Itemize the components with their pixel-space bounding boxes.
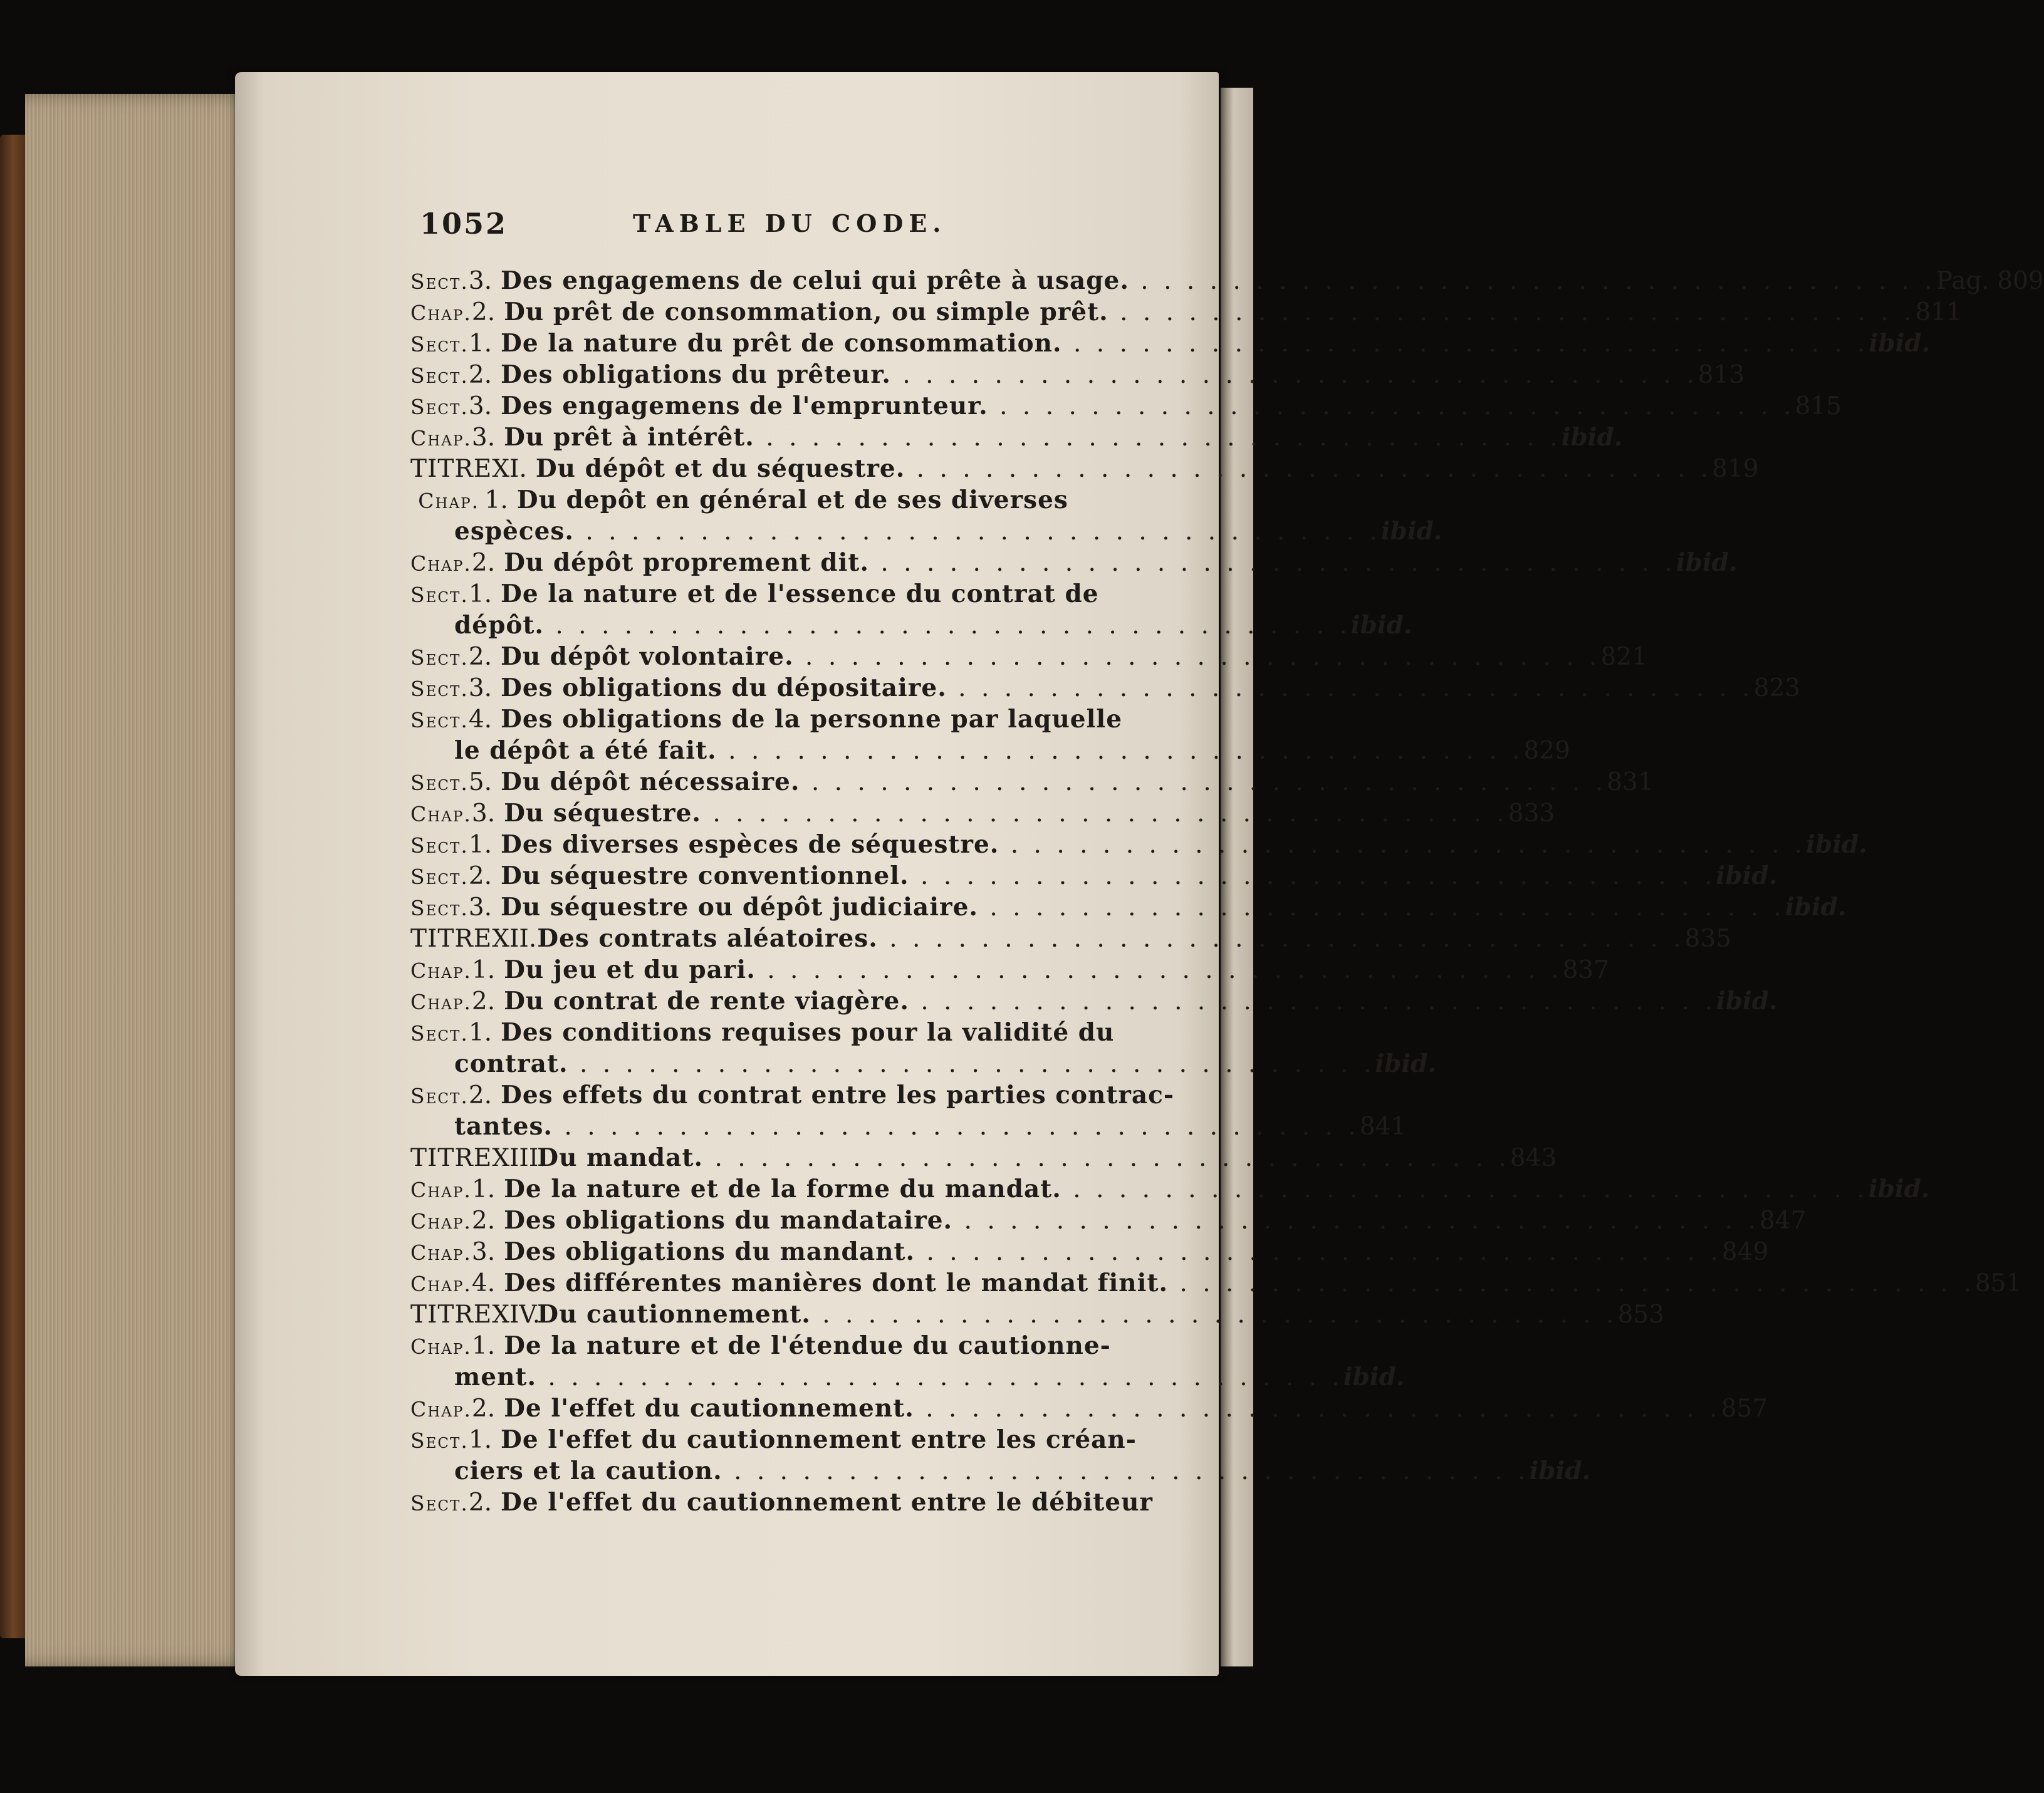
entry-page: 841 <box>1359 1113 1407 1141</box>
entry-text: Du séquestre. . . . <box>504 799 1508 828</box>
entry-page: 835 <box>1684 925 1732 953</box>
toc-entry <box>410 1143 1557 1175</box>
entry-number: 2. <box>471 298 496 326</box>
entry-number: 3. <box>468 392 493 420</box>
toc-entry <box>410 517 1442 548</box>
entry-number: 3. <box>471 424 496 452</box>
page-title: TABLE DU CODE. <box>633 209 947 237</box>
entry-label: Chap. <box>410 1397 472 1421</box>
entry-number: 3. <box>468 267 493 295</box>
entry-number: 1. <box>484 486 508 514</box>
entry-label: Sect. <box>410 332 469 356</box>
entry-number: 1. <box>468 1426 493 1454</box>
toc-entry <box>410 1175 1930 1206</box>
entry-text: Du contrat de rente viagère. . . . <box>504 987 1716 1016</box>
entry-number: XIV. <box>492 1301 541 1329</box>
toc-entry <box>410 673 1801 705</box>
page-block-edge <box>25 94 263 1666</box>
entry-label: Sect. <box>410 896 469 920</box>
entry-page: ibid. <box>1529 1457 1591 1485</box>
toc-entry <box>410 705 1137 736</box>
entry-page: 823 <box>1753 674 1801 702</box>
entry-page: ibid. <box>1375 1049 1437 1078</box>
toc-entry <box>410 861 1778 893</box>
entry-text: ciers et la caution. . . . <box>419 1457 1529 1485</box>
entry-label: Sect. <box>410 771 469 795</box>
entry-number: 2. <box>471 987 496 1016</box>
toc-entry <box>410 1049 1437 1081</box>
entry-text: Du séquestre conventionnel. . . . <box>501 861 1716 890</box>
entry-text: Du mandat. . . . <box>537 1143 1510 1172</box>
entry-text: contrat. . . . <box>419 1049 1375 1078</box>
entry-text: De la nature et de la forme du mandat. . . . <box>504 1175 1869 1203</box>
entry-label: Sect. <box>410 1084 469 1108</box>
entry-label: Chap. <box>410 1240 472 1265</box>
entry-page: 833 <box>1508 799 1555 828</box>
entry-number: 2. <box>468 361 493 389</box>
toc-entry <box>410 1488 1153 1519</box>
toc-entry <box>410 955 1610 987</box>
entry-page: ibid. <box>1716 987 1778 1016</box>
toc-entry <box>410 611 1412 642</box>
entry-label: Chap. <box>418 489 480 513</box>
entry-label: Chap. <box>410 551 472 576</box>
entry-label: Chap. <box>410 426 472 450</box>
entry-text: De la nature et de l'étendue du cautionne- <box>504 1331 1111 1360</box>
entry-page: 837 <box>1562 956 1610 984</box>
entry-label: Sect. <box>410 583 469 607</box>
entry-text: dépôt. . . . <box>419 611 1351 640</box>
entry-label: TITRE <box>410 455 493 483</box>
entry-page: 811 <box>1915 298 1962 326</box>
entry-number: 3. <box>468 893 493 922</box>
entry-number: 1. <box>471 1175 496 1203</box>
entry-text: ment. . . . <box>419 1363 1343 1391</box>
entry-text: Des engagemens de l'emprunteur. . . . <box>501 392 1795 420</box>
entry-page: 843 <box>1510 1144 1557 1172</box>
table-of-contents <box>410 266 2044 1519</box>
entry-number: 2. <box>471 549 496 577</box>
entry-label: Chap. <box>410 990 472 1014</box>
entry-page: Pag. 809 <box>1936 267 2044 295</box>
entry-number: 1. <box>468 580 493 608</box>
entry-text: Des obligations du mandant. . . . <box>504 1237 1722 1266</box>
entry-label: Sect. <box>410 865 469 889</box>
entry-text: Des obligations du prêteur. . . . <box>501 360 1698 389</box>
entry-text: Des obligations du dépositaire. . . . <box>501 673 1754 702</box>
entry-page: 829 <box>1523 737 1570 765</box>
entry-label: Sect. <box>410 1491 469 1515</box>
entry-number: 2. <box>468 1081 493 1110</box>
entry-page: 819 <box>1712 455 1759 483</box>
entry-text: De l'effet du cautionnement entre le débiteur <box>501 1488 1153 1517</box>
toc-entry <box>410 830 1867 861</box>
entry-text: De l'effet du cautionnement entre les créan- <box>501 1425 1137 1454</box>
entry-number: 2. <box>471 1207 496 1235</box>
entry-page: ibid. <box>1380 517 1442 546</box>
toc-entry <box>410 329 1931 360</box>
entry-number: 3. <box>471 799 496 828</box>
toc-entry <box>410 1237 1769 1269</box>
entry-number: 2. <box>468 862 493 890</box>
toc-entry <box>410 1081 1175 1112</box>
toc-entry <box>410 360 1745 392</box>
entry-label: Chap. <box>410 959 472 983</box>
toc-entry <box>410 454 1759 486</box>
entry-number: 4. <box>468 705 493 734</box>
toc-entry <box>410 1269 2022 1300</box>
entry-number: 2. <box>471 1395 496 1423</box>
entry-page: 849 <box>1721 1238 1769 1266</box>
entry-text: Des engagemens de celui qui prête à usage. . . . <box>501 266 1936 295</box>
entry-label: Chap. <box>410 1209 472 1234</box>
entry-text: Du depôt en général et de ses diverses <box>516 486 1068 514</box>
entry-label: Chap. <box>410 802 472 826</box>
toc-entry <box>410 423 1623 454</box>
running-header <box>420 207 1021 251</box>
entry-number: 1. <box>471 956 496 984</box>
entry-text: le dépôt a été fait. . . . <box>419 736 1523 765</box>
entry-label: TITRE <box>410 925 493 953</box>
entry-text: Du cautionnement. . . . <box>537 1300 1617 1329</box>
entry-text: Du dépôt nécessaire. . . . <box>501 767 1607 796</box>
toc-entry <box>410 642 1647 673</box>
entry-text: Des obligations du mandataire. . . . <box>504 1206 1760 1235</box>
entry-number: 1. <box>468 1019 493 1047</box>
entry-number: 3. <box>471 1238 496 1266</box>
entry-text: Des différentes manières dont le mandat finit. . . . <box>504 1269 1975 1297</box>
toc-entry <box>410 266 2044 298</box>
entry-text: Du dépôt volontaire. . . . <box>501 642 1600 671</box>
toc-entry <box>410 298 1962 329</box>
toc-entry <box>410 486 1137 517</box>
entry-label: Sect. <box>410 833 469 858</box>
entry-label: Chap. <box>410 301 472 325</box>
toc-entry <box>410 736 1570 767</box>
entry-page: ibid. <box>1343 1363 1405 1391</box>
entry-page: 847 <box>1759 1207 1807 1235</box>
entry-text: Des contrats aléatoires. . . . <box>537 924 1684 953</box>
entry-page: ibid. <box>1868 1175 1930 1203</box>
entry-text: Du séquestre ou dépôt judiciaire. . . . <box>501 893 1785 922</box>
entry-label: Sect. <box>410 645 469 670</box>
entry-number: 1. <box>468 831 493 859</box>
entry-label: Sect. <box>410 395 469 419</box>
entry-page: 851 <box>1974 1269 2022 1297</box>
entry-text: Des effets du contrat entre les parties contrac- <box>501 1081 1175 1110</box>
entry-label: Chap. <box>410 1272 472 1296</box>
entry-page: 857 <box>1721 1395 1768 1423</box>
entry-text: Du dépôt et du séquestre. . . . <box>536 454 1712 483</box>
entry-text: espèces. . . . <box>419 517 1381 546</box>
entry-page: 831 <box>1607 768 1654 796</box>
entry-page: ibid. <box>1716 861 1778 890</box>
entry-number: 5. <box>468 768 493 796</box>
entry-text: De la nature du prêt de consommation. . . . <box>501 329 1869 358</box>
entry-number: 4. <box>471 1269 496 1297</box>
entry-label: Chap. <box>410 1334 472 1359</box>
toc-entry <box>410 1018 1137 1049</box>
entry-page: ibid. <box>1676 548 1738 577</box>
entry-text: Du jeu et du pari. . . . <box>504 955 1563 984</box>
toc-entry <box>410 392 1842 423</box>
entry-label: TITRE <box>410 1144 493 1172</box>
toc-entry <box>410 1394 1768 1425</box>
entry-number: 2. <box>468 643 493 671</box>
entry-text: Des diverses espèces de séquestre. . . . <box>501 830 1806 859</box>
entry-label: Sect. <box>410 708 469 732</box>
entry-label: Sect. <box>410 1021 469 1046</box>
entry-label: Sect. <box>410 363 469 388</box>
entry-number: 3. <box>468 674 493 702</box>
toc-entry <box>410 548 1738 579</box>
entry-text: De la nature et de l'essence du contrat de <box>501 579 1099 608</box>
toc-entry <box>410 767 1654 799</box>
entry-number: XI. <box>492 455 527 483</box>
entry-text: Du prêt de consommation, ou simple prêt. . . . <box>504 298 1915 326</box>
entry-label: Chap. <box>410 1178 472 1202</box>
entry-page: ibid. <box>1561 423 1623 452</box>
toc-entry <box>410 1300 1665 1331</box>
entry-label: TITRE <box>410 1301 493 1329</box>
entry-page: 821 <box>1600 643 1647 671</box>
entry-text: Des obligations de la personne par laquelle <box>501 705 1123 734</box>
toc-entry <box>410 1112 1407 1143</box>
entry-number: 2. <box>468 1489 493 1517</box>
toc-entry <box>410 1363 1405 1394</box>
entry-number: XIII. <box>492 1144 546 1172</box>
entry-page: 853 <box>1617 1301 1665 1329</box>
toc-entry <box>410 924 1732 955</box>
entry-text: De l'effet du cautionnement. . . . <box>504 1394 1721 1423</box>
toc-entry <box>410 893 1847 924</box>
page-number: 1052 <box>420 207 508 241</box>
entry-number: XII. <box>492 925 537 953</box>
toc-entry <box>410 1331 1137 1363</box>
entry-label: Sect. <box>410 269 469 294</box>
toc-entry <box>410 1425 1137 1457</box>
toc-entry <box>410 1206 1807 1237</box>
entry-label: Sect. <box>410 1428 469 1453</box>
entry-label: Sect. <box>410 677 469 701</box>
toc-entry <box>410 579 1137 611</box>
toc-entry <box>410 799 1555 830</box>
entry-text: Du prêt à intérêt. . . . <box>504 423 1562 452</box>
entry-page: 813 <box>1697 361 1745 389</box>
entry-text: tantes. . . . <box>419 1112 1360 1141</box>
entry-text: Du dépôt proprement dit. . . . <box>504 548 1676 577</box>
entry-number: 1. <box>471 1332 496 1360</box>
entry-number: 1. <box>468 330 493 358</box>
toc-entry <box>410 1457 1591 1488</box>
entry-page: ibid. <box>1869 329 1931 358</box>
entry-page: 815 <box>1795 392 1842 420</box>
toc-entry <box>410 987 1778 1018</box>
entry-page: ibid. <box>1806 830 1867 859</box>
entry-page: ibid. <box>1350 611 1412 640</box>
entry-text: Des conditions requises pour la validité du <box>501 1018 1115 1047</box>
entry-page: ibid. <box>1785 893 1847 922</box>
